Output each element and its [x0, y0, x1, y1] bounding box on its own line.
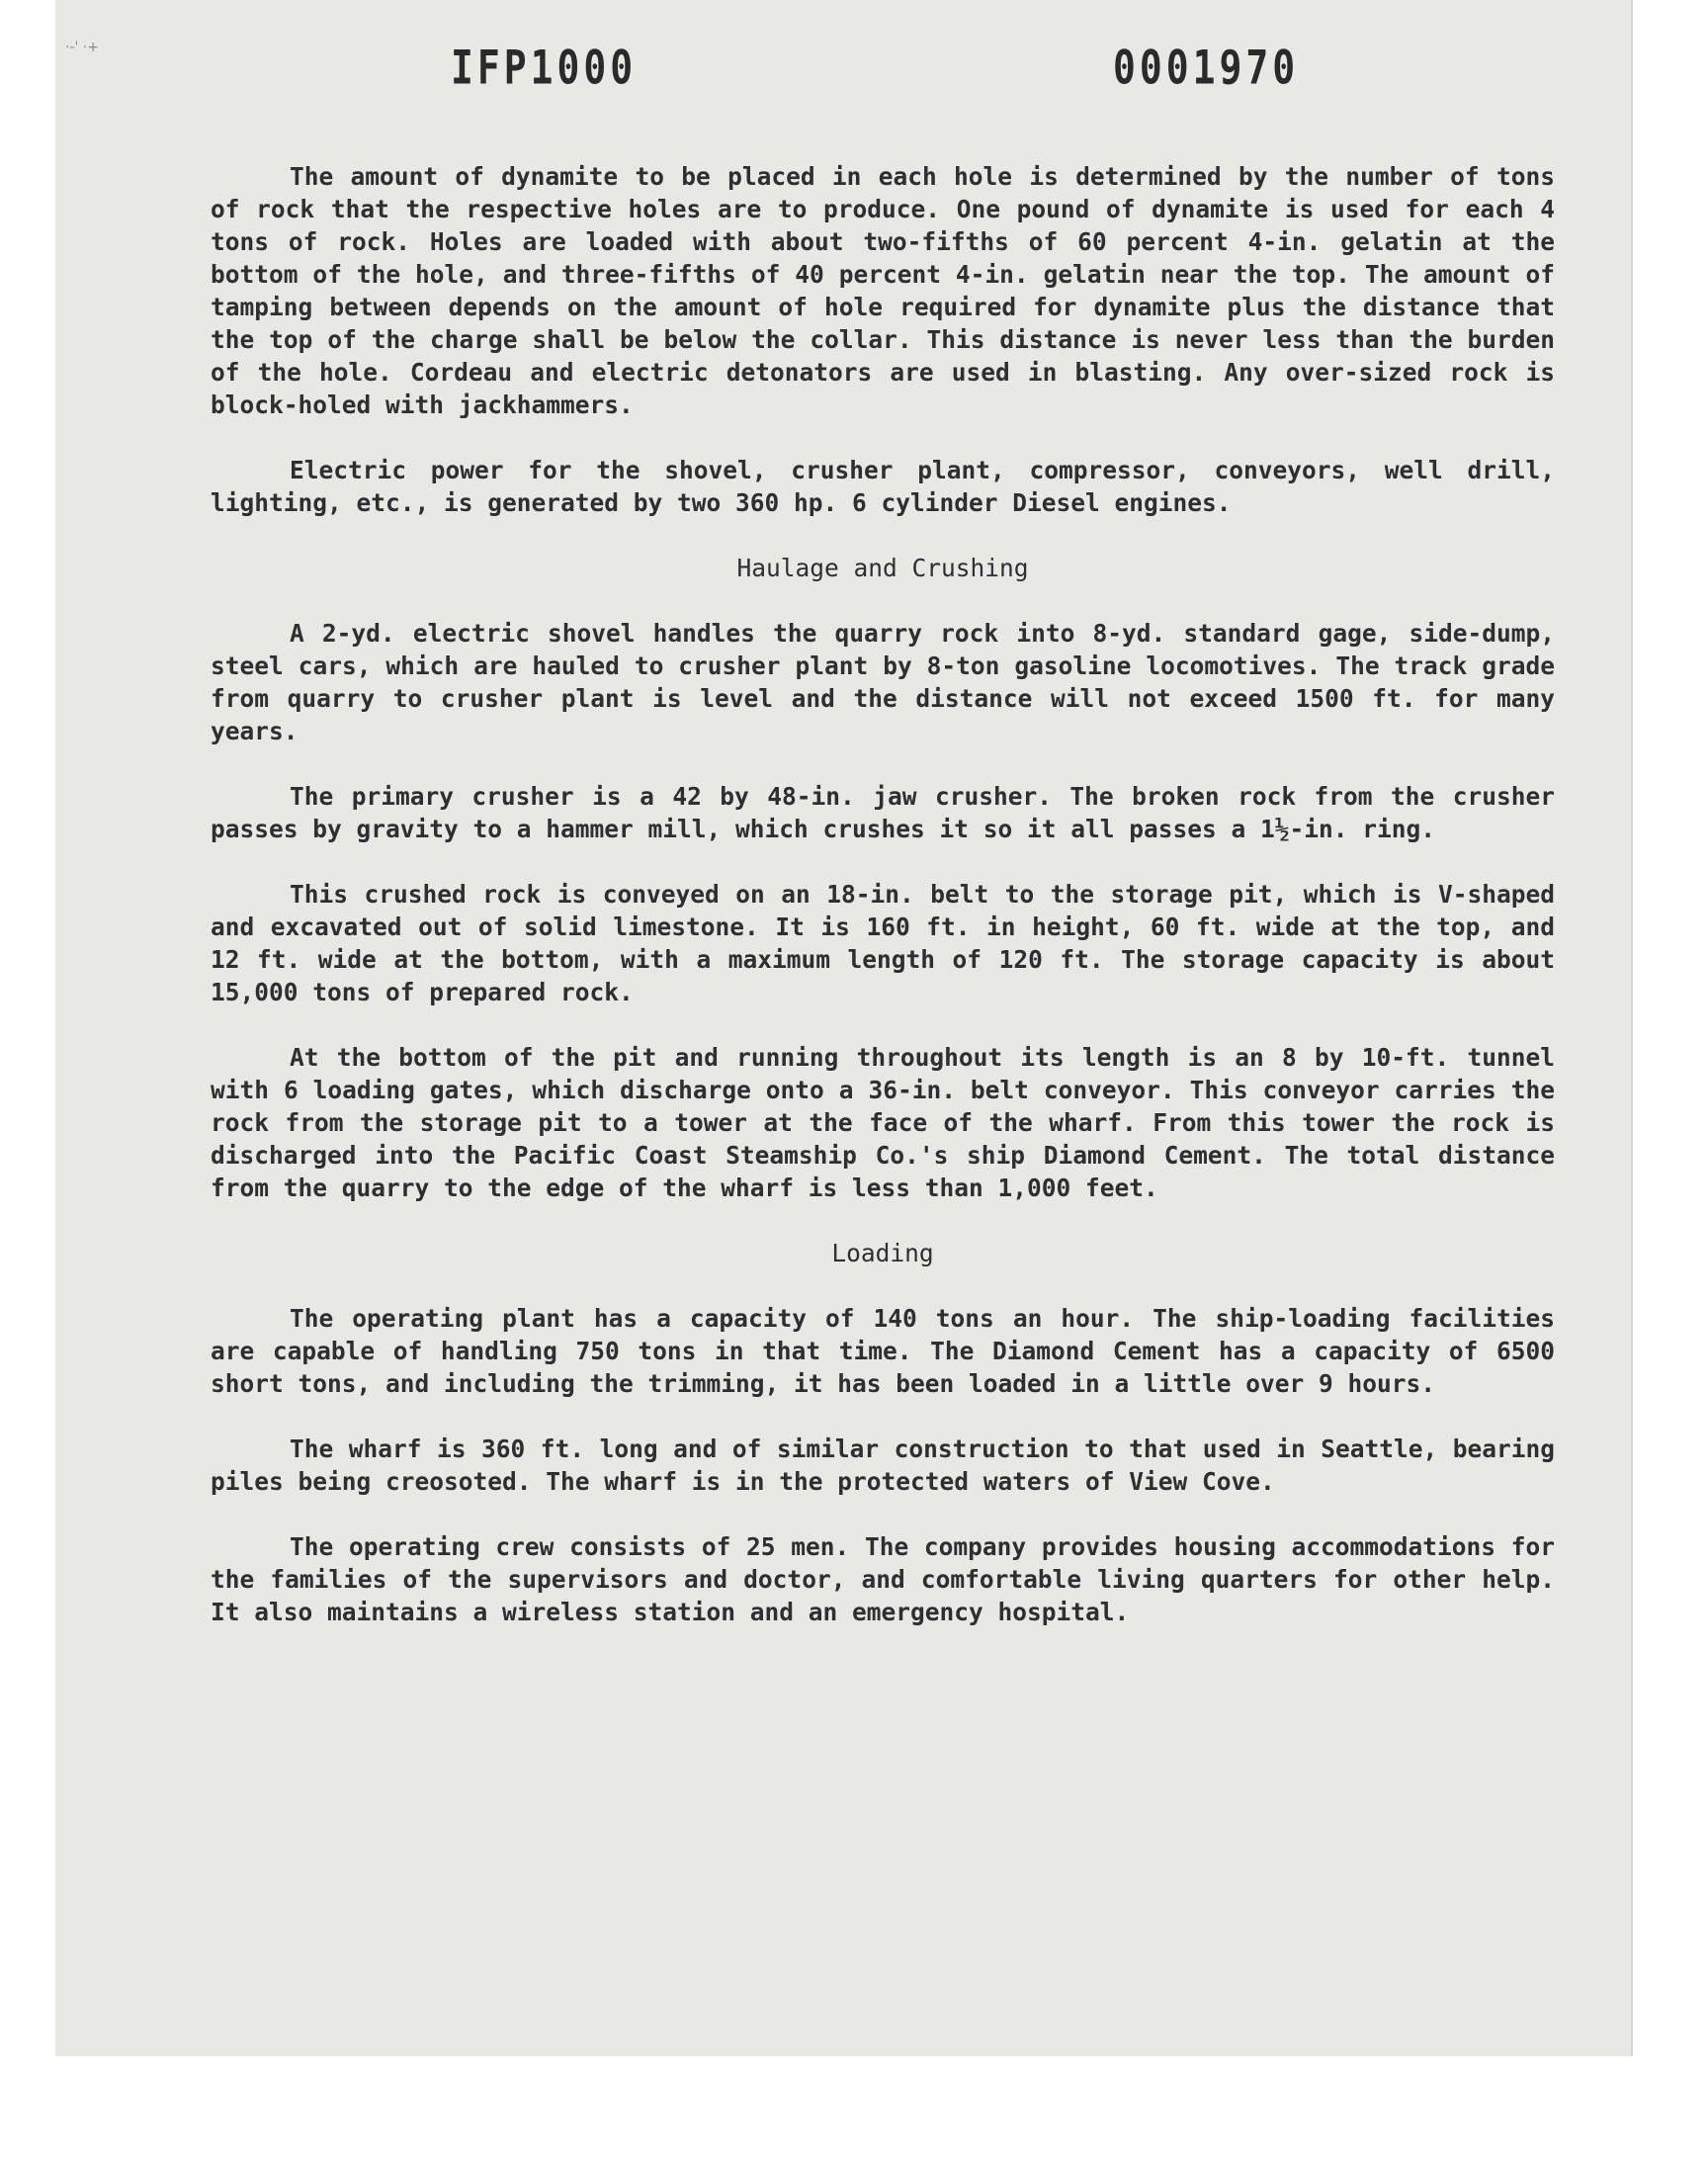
- section-heading-haulage: Haulage and Crushing: [736, 554, 1029, 582]
- paragraph-electric-power: Electric power for the shovel, crusher plant, compressor, conveyors, well drill, lighting, etc., is generated by two 360 hp. 6 cylinder Diesel engines.: [211, 456, 1555, 517]
- document-page: [55, 0, 1631, 2056]
- paragraph-operating-plant: The operating plant has a capacity of 140 tons an hour. The ship-loading facilities are capable of handling 750 tons in that time. The Diamond Cement has a capacity of 6500 short tons, and including the trimming, it has been loaded in a little over 9 hours.: [211, 1304, 1555, 1398]
- paragraph-shovel: A 2-yd. electric shovel handles the quarry rock into 8-yd. standard gage, side-dump, steel cars, which are hauled to crusher plant by 8-ton gasoline locomotives. The track grade from quarry to crusher plant is level and the distance will not exceed 1500 ft. for many years.: [211, 619, 1555, 745]
- paragraph-storage-pit: This crushed rock is conveyed on an 18-in. belt to the storage pit, which is V-shaped and excavated out of solid limestone. It is 160 ft. in height, 60 ft. wide at the top, and 12 ft. wide at the bottom, with a maximum length of 120 ft. The storage capacity is about 15,000 tons of prepared rock.: [211, 880, 1555, 1006]
- margin-mark: ·-' ·+: [65, 40, 99, 55]
- paragraph-wharf: The wharf is 360 ft. long and of similar construction to that used in Seattle, bearing piles being creosoted. The wharf is in the protected waters of View Cove.: [211, 1435, 1555, 1496]
- paragraph-dynamite: The amount of dynamite to be placed in each hole is determined by the number of tons of rock that the respective holes are to produce. One pound of dynamite is used for each 4 tons of rock. Holes are loaded with about two-fifths of 60 percent 4-in. gelatin at the bottom of the hole, and three-fifths of 40 percent 4-in. gelatin near the top. The amount of tamping between depends on the amount of hole required for dynamite plus the distance that the top of the charge shall be below the collar. This distance is never less than the burden of the hole. Cordeau and electric detonators are used in blasting. Any over-sized rock is block-holed with jackhammers.: [211, 162, 1555, 419]
- paragraph-primary-crusher: The primary crusher is a 42 by 48-in. jaw crusher. The broken rock from the crusher passes by gravity to a hammer mill, which crushes it so it all passes a 1½-in. ring.: [211, 782, 1555, 843]
- document-id-stamp-right: 0001970: [1113, 40, 1300, 95]
- document-body: [211, 160, 1555, 1661]
- section-heading-loading: Loading: [831, 1239, 934, 1267]
- document-id-stamp-left: IFP1000: [451, 40, 638, 95]
- paragraph-tunnel-conveyor: At the bottom of the pit and running throughout its length is an 8 by 10-ft. tunnel with 6 loading gates, which discharge onto a 36-in. belt conveyor. This conveyor carries the rock from the storage pit to a tower at the face of the wharf. From this tower the rock is discharged into the Pacific Coast Steamship Co.'s ship Diamond Cement. The total distance from the quarry to the edge of the wharf is less than 1,000 feet.: [211, 1043, 1555, 1202]
- paragraph-operating-crew: The operating crew consists of 25 men. The company provides housing accommodations for the families of the supervisors and doctor, and comfortable living quarters for other help. It also maintains a wireless station and an emergency hospital.: [211, 1532, 1555, 1626]
